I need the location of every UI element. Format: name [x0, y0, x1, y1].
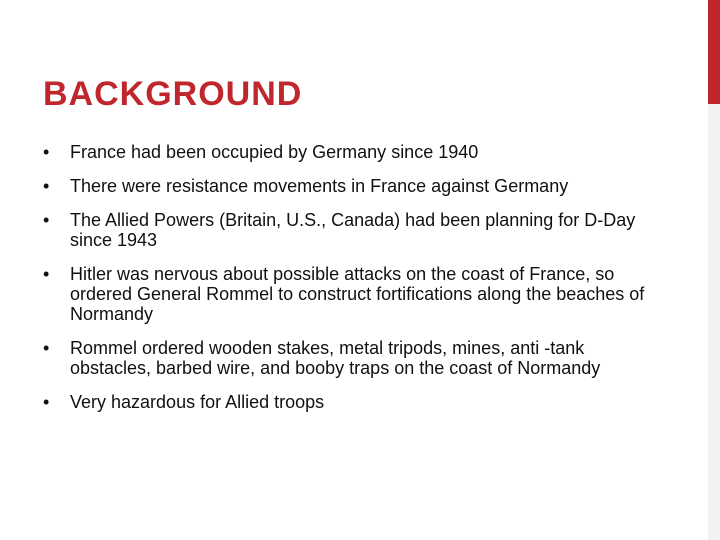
bullet-item — [43, 392, 653, 412]
bullet-item — [43, 264, 653, 324]
bullet-text: There were resistance movements in France against Germany — [70, 176, 569, 196]
bullet-item — [43, 338, 653, 378]
bullet-text: Rommel ordered wooden stakes, metal tripods, mines, anti -tank obstacles, barbed wire, and booby traps on the coast of Normandy — [70, 338, 601, 378]
side-accent-bar — [708, 0, 720, 104]
bullet-marker: • — [43, 392, 50, 412]
bullet-text: Very hazardous for Allied troops — [70, 392, 325, 412]
bullet-text: The Allied Powers (Britain, U.S., Canada) had been planning for D-Day since 1943 — [70, 210, 636, 250]
bullet-item — [43, 142, 653, 162]
bullet-marker: • — [43, 338, 50, 358]
bullet-item — [43, 210, 653, 250]
bullet-marker: • — [43, 264, 50, 284]
bullet-text: France had been occupied by Germany since 1940 — [70, 142, 479, 162]
bullet-marker: • — [43, 142, 50, 162]
bullet-item — [43, 176, 653, 196]
bullet-marker: • — [43, 210, 50, 230]
bullet-marker: • — [43, 176, 50, 196]
slide-title: BACKGROUND — [43, 75, 303, 113]
bullet-text: Hitler was nervous about possible attacks on the coast of France, so ordered General Rommel to construct fortifications along the beaches of Normandy — [70, 264, 645, 324]
bullet-list — [43, 142, 653, 426]
